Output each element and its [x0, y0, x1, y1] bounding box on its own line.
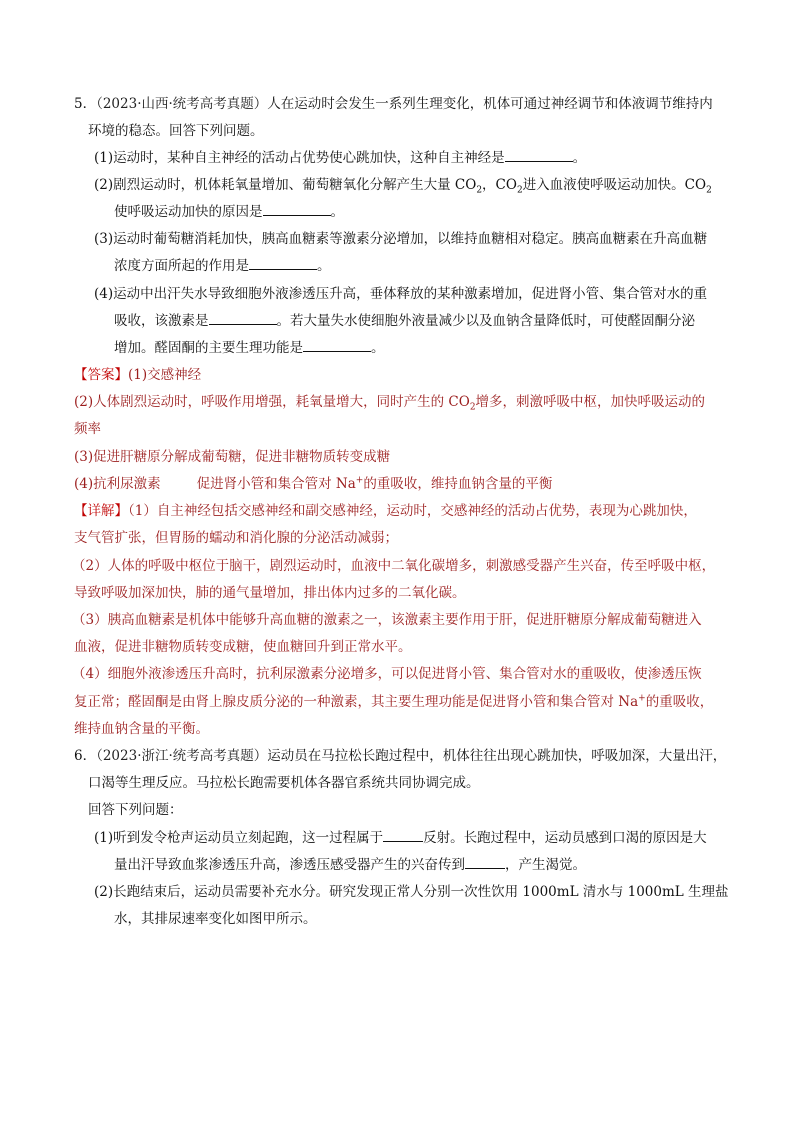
- q5-part-2-line-1: (2)剧烈运动时，机体耗氧量增加、葡萄糖氧化分解产生大量 $CO_2$，$CO_2$进入血液使呼吸运动加快。$CO_2$: [94, 177, 712, 196]
- q5-stem-line-1: 5．（2023·山西·统考高考真题）人在运动时会发生一系列生理变化，机体可通过神经调节和体液调节维持内: [74, 96, 713, 112]
- answer-blank[interactable]: [465, 856, 505, 869]
- q6-stem-line-1: 6．（2023·浙江·统考高考真题）运动员在马拉松长跑过程中，机体往往出现心跳加快，呼吸加深，大量出汗，: [74, 748, 727, 764]
- detail-line-3: （2）人体的呼吸中枢位于脑干，剧烈运动时，血液中二氧化碳增多，刺激感受器产生兴奋，传至呼吸中枢，: [72, 558, 716, 574]
- q5-part-3-line-1: (3)运动时葡萄糖消耗加快，胰高血糖素等激素分泌增加，以维持血糖相对稳定。胰高血糖素在升高血糖: [94, 231, 708, 247]
- q6-part-2-line-2: 水，其排尿速率变化如图甲所示。: [114, 911, 317, 927]
- detail-line-9: 维持血钠含量的平衡。: [74, 721, 209, 737]
- answer-tag: 【答案】: [74, 367, 128, 383]
- q6-part-1-line-2: 量出汗导致血浆渗透压升高，渗透压感受器产生的兴奋传到 ，产生渴觉。: [114, 857, 586, 873]
- answer-blank[interactable]: [209, 312, 277, 325]
- answer-line-1: 【答案】(1)交感神经: [74, 367, 202, 383]
- answer-line-5: (4)抗利尿激素 促进肾小管和集合管对 Na+的重吸收，维持血钠含量的平衡: [74, 475, 553, 492]
- answer-line-2: (2)人体剧烈运动时，呼吸作用增强，耗氧量增大，同时产生的 $CO_2$增多，刺激呼吸中枢，加快呼吸运动的: [74, 394, 706, 413]
- detail-line-4: 导致呼吸加深加快，肺的通气量增加，排出体内过多的二氧化碳。: [74, 585, 466, 601]
- detail-line-1: 【详解】（1）自主神经包括交感神经和副交感神经，运动时，交感神经的活动占优势，表现为心跳加快，: [74, 503, 697, 519]
- q6-number: 6．: [74, 748, 97, 764]
- q5-part-1: (1)运动时，某种自主神经的活动占优势使心跳加快，这种自主神经是 。: [94, 150, 587, 166]
- answer-blank[interactable]: [303, 339, 371, 352]
- q6-part-1-line-1: (1)听到发令枪声运动员立刻起跑，这一过程属于 反射。长跑过程中，运动员感到口渴的原因是大: [94, 830, 707, 846]
- q6-stem-line-2: 口渴等生理反应。马拉松长跑需要机体各器官系统共同协调完成。: [88, 775, 480, 791]
- q5-source: （2023·山西·统考高考真题）: [96, 96, 268, 112]
- q6-source: （2023·浙江·统考高考真题）: [96, 748, 268, 764]
- q6-stem-line-3: 回答下列问题：: [88, 802, 183, 818]
- detail-line-7: （4）细胞外液渗透压升高时，抗利尿激素分泌增多，可以促进肾小管、集合管对水的重吸收，使渗透压恢: [72, 666, 702, 682]
- detail-line-8: 复正常；醛固酮是由肾上腺皮质分泌的一种激素，其主要生理功能是促进肾小管和集合管对 Na+的重吸收，: [74, 693, 714, 710]
- answer-line-4: (3)促进肝糖原分解成葡萄糖，促进非糖物质转变成糖: [74, 449, 391, 465]
- detail-line-6: 血液，促进非糖物质转变成糖，使血糖回升到正常水平。: [74, 639, 412, 655]
- q5-part-4-line-1: (4)运动中出汗失水导致细胞外液渗透压升高，垂体释放的某种激素增加，促进肾小管、集合管对水的重: [94, 286, 708, 302]
- answer-blank[interactable]: [249, 257, 317, 270]
- q5-part-4-line-3: 增加。醛固酮的主要生理功能是 。: [114, 340, 385, 356]
- detail-line-2: 支气管扩张，但胃肠的蠕动和消化腺的分泌活动减弱；: [74, 530, 398, 546]
- answer-blank[interactable]: [505, 149, 573, 162]
- q6-part-2-line-1: (2)长跑结束后，运动员需要补充水分。研究发现正常人分别一次性饮用 1000mL 清水与 1000mL 生理盐: [94, 884, 729, 900]
- q5-part-3-line-2: 浓度方面所起的作用是 。: [114, 258, 331, 274]
- q5-stem-line-2: 环境的稳态。回答下列问题。: [88, 123, 264, 139]
- answer-line-3: 频率: [74, 421, 101, 437]
- detail-line-5: （3）胰高血糖素是机体中能够升高血糖的激素之一，该激素主要作用于肝，促进肝糖原分解成葡萄糖进入: [72, 612, 702, 628]
- q5-part-4-line-2: 吸收，该激素是 。若大量失水使细胞外液量减少以及血钠含量降低时，可使醛固酮分泌: [114, 313, 695, 329]
- answer-blank[interactable]: [263, 203, 331, 216]
- answer-blank[interactable]: [383, 829, 423, 842]
- q5-part-2-line-2: 使呼吸运动加快的原因是 。: [114, 204, 344, 220]
- detail-tag: 【详解】: [74, 503, 128, 519]
- q5-number: 5．: [74, 96, 97, 112]
